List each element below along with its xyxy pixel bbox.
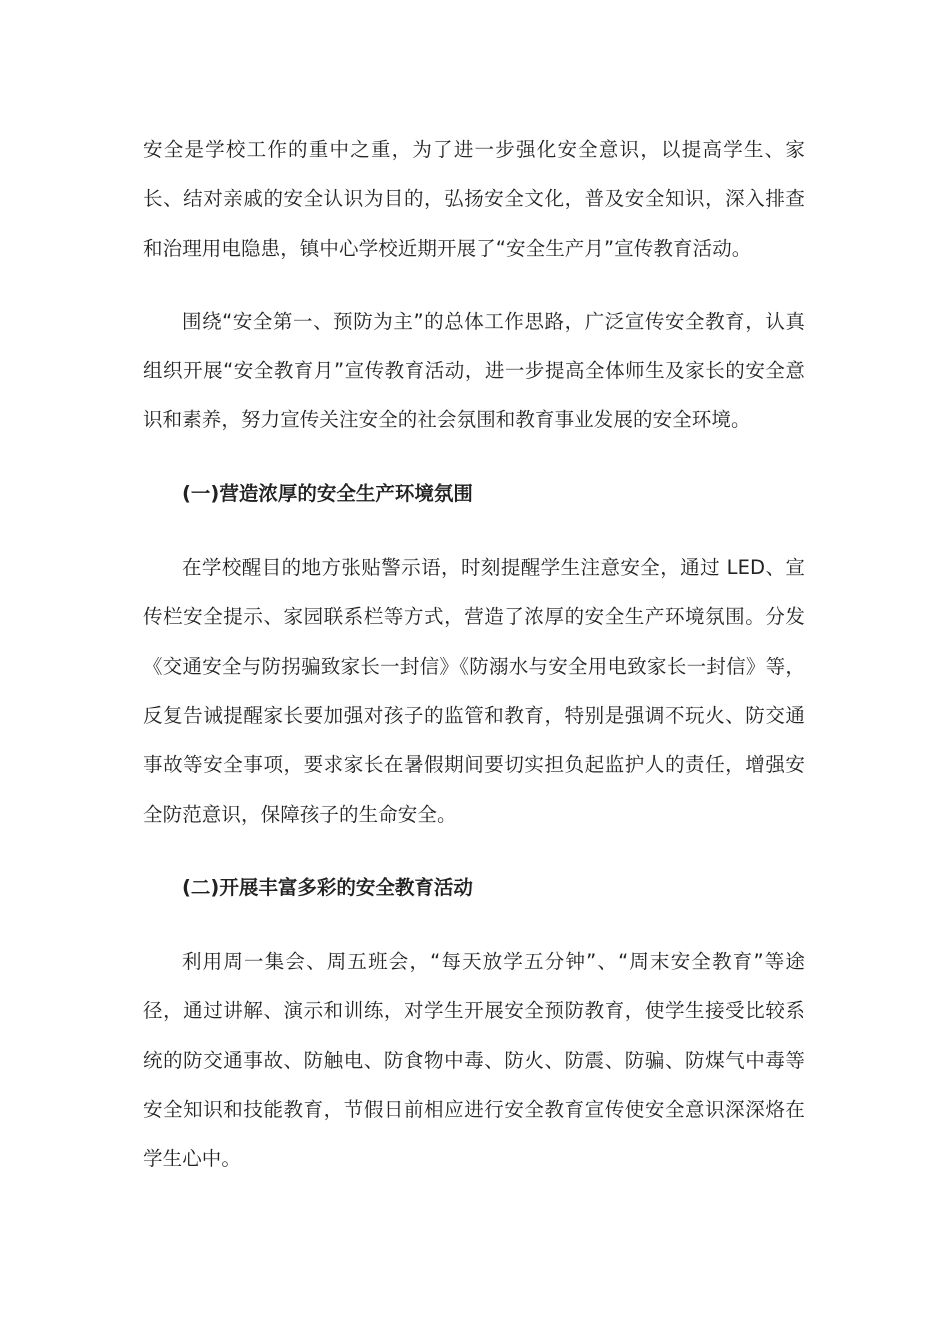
section-body-2: 利用周一集会、周五班会，“每天放学五分钟”、“周末安全教育”等途径，通过讲解、演示和训练，对学生开展安全预防教育，使学生接受比较系统的防交通事故、防触电、防食物中毒、防火、防震、防骗、防煤气中毒等安全知识和技能教育，节假日前相应进行安全教育宣传使安全意识深深烙在学生心中。 (143, 950, 805, 1171)
section-heading-1: (一)营造浓厚的安全生产环境氛围 (182, 481, 473, 505)
document-page (143, 125, 805, 1184)
section-body-1: 在学校醒目的地方张贴警示语，时刻提醒学生注意安全，通过 LED、宣传栏安全提示、家园联系栏等方式，营造了浓厚的安全生产环境氛围。分发《交通安全与防拐骗致家长一封信》《防溺水与安全用电致家长一封信》等，反复告诫提醒家长要加强对孩子的监管和教育，特别是强调不玩火、防交通事故等安全事项，要求家长在暑假期间要切实担负起监护人的责任，增强安全防范意识，保障孩子的生命安全。 (143, 556, 805, 826)
intro-paragraph: 安全是学校工作的重中之重，为了进一步强化安全意识，以提高学生、家长、结对亲戚的安全认识为目的，弘扬安全文化，普及安全知识，深入排查和治理用电隐患，镇中心学校近期开展了“安全生产月”宣传教育活动。 (143, 138, 805, 260)
section-heading-2: (二)开展丰富多彩的安全教育活动 (182, 875, 473, 899)
theme-paragraph: 围绕“安全第一、预防为主”的总体工作思路，广泛宣传安全教育，认真组织开展“安全教育月”宣传教育活动，进一步提高全体师生及家长的安全意识和素养，努力宣传关注安全的社会氛围和教育事业发展的安全环境。 (143, 309, 805, 432)
